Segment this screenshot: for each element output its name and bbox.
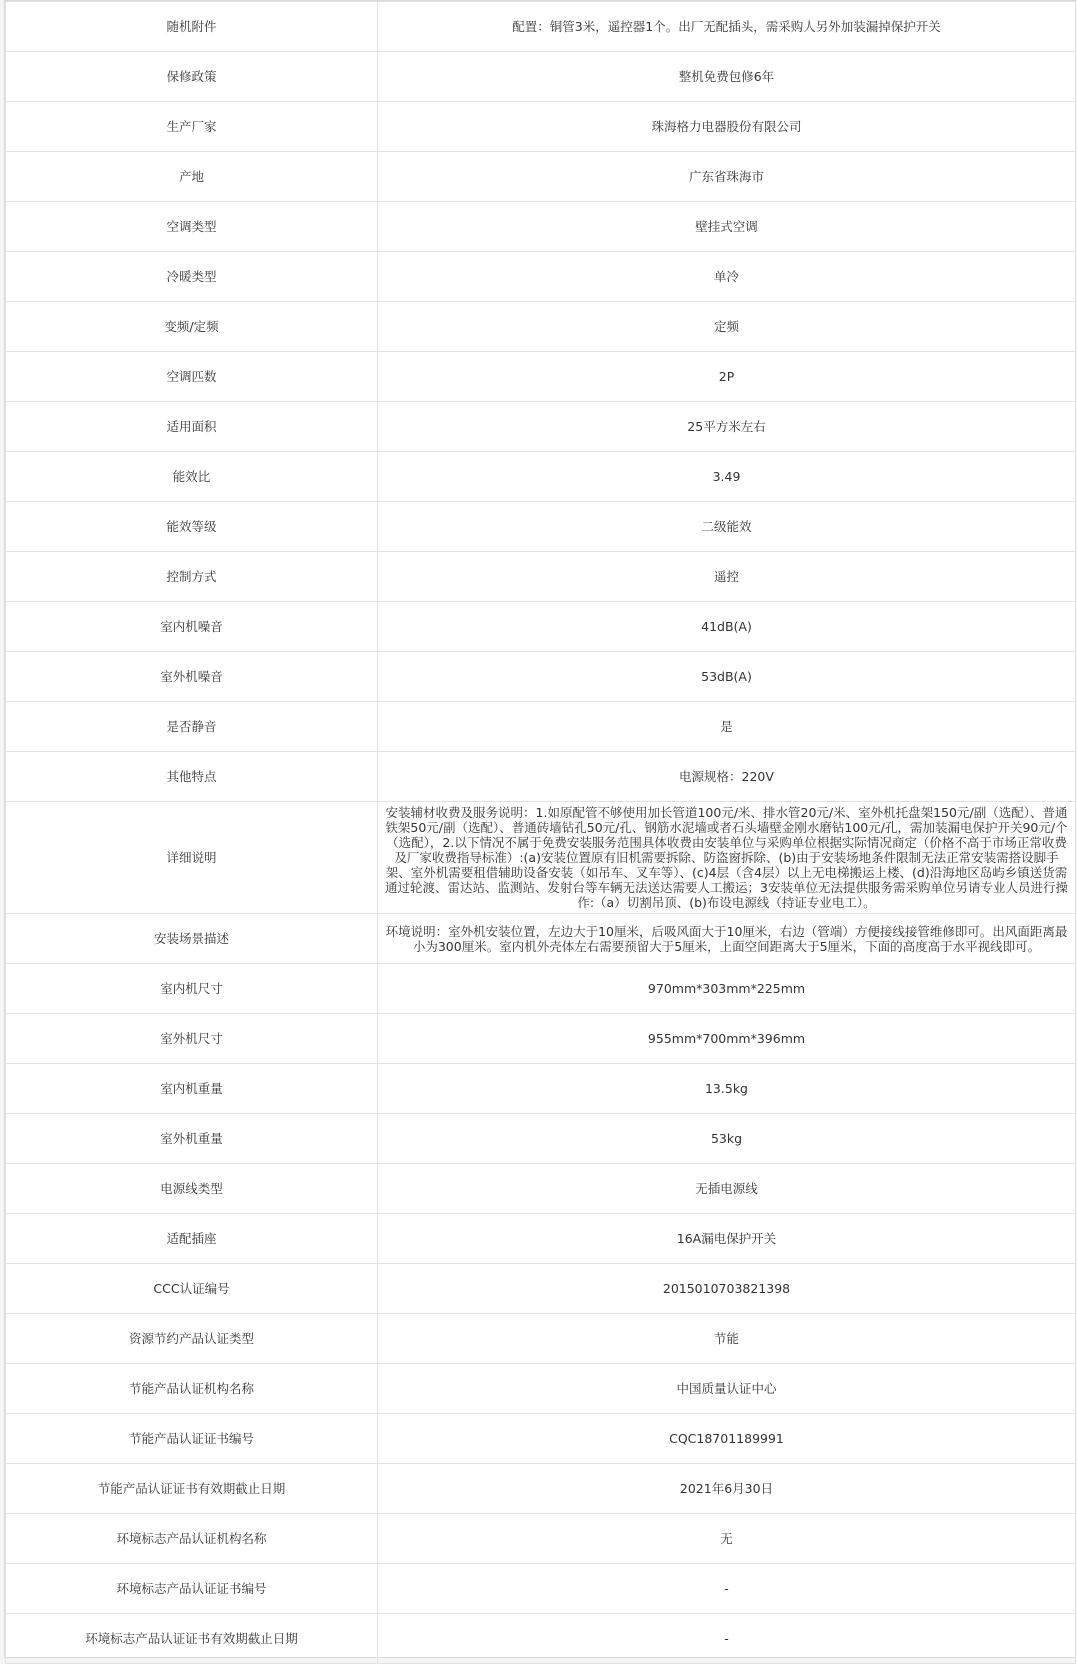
spec-label: 节能产品认证证书编号 [6, 1414, 378, 1464]
table-row [6, 302, 1076, 352]
spec-label: 节能产品认证证书有效期截止日期 [6, 1464, 378, 1514]
spec-value: 珠海格力电器股份有限公司 [378, 102, 1076, 152]
spec-value: 2021年6月30日 [378, 1464, 1076, 1514]
spec-value: 970mm*303mm*225mm [378, 964, 1076, 1014]
spec-label: 空调类型 [6, 202, 378, 252]
spec-value: 955mm*700mm*396mm [378, 1014, 1076, 1064]
table-row [6, 1264, 1076, 1314]
spec-label: 室内机重量 [6, 1064, 378, 1114]
spec-label: 适用面积 [6, 402, 378, 452]
table-row [6, 1414, 1076, 1464]
table-row [6, 352, 1076, 402]
spec-label: 适配插座 [6, 1214, 378, 1264]
spec-value: 是 [378, 702, 1076, 752]
table-row [6, 2, 1076, 52]
spec-value: 16A漏电保护开关 [378, 1214, 1076, 1264]
spec-table [5, 1, 1076, 1664]
table-row [6, 402, 1076, 452]
table-row [6, 1514, 1076, 1564]
spec-value: CQC18701189991 [378, 1414, 1076, 1464]
spec-label: 保修政策 [6, 52, 378, 102]
spec-value: 2P [378, 352, 1076, 402]
table-row [6, 1464, 1076, 1514]
spec-label: 冷暖类型 [6, 252, 378, 302]
table-row [6, 1564, 1076, 1614]
table-row [6, 502, 1076, 552]
table-row [6, 1014, 1076, 1064]
spec-value: 壁挂式空调 [378, 202, 1076, 252]
table-row [6, 652, 1076, 702]
table-row [6, 1364, 1076, 1414]
table-row [6, 102, 1076, 152]
spec-table-body [6, 2, 1076, 1664]
spec-label: 室外机噪音 [6, 652, 378, 702]
spec-value: 二级能效 [378, 502, 1076, 552]
table-row [6, 802, 1076, 914]
spec-label: 资源节约产品认证类型 [6, 1314, 378, 1364]
spec-value: 25平方米左右 [378, 402, 1076, 452]
table-row [6, 52, 1076, 102]
spec-label: 产地 [6, 152, 378, 202]
spec-label: 控制方式 [6, 552, 378, 602]
spec-label: 生产厂家 [6, 102, 378, 152]
spec-label: 室内机噪音 [6, 602, 378, 652]
spec-label: CCC认证编号 [6, 1264, 378, 1314]
spec-value: - [378, 1564, 1076, 1614]
spec-value: 41dB(A) [378, 602, 1076, 652]
spec-value: 单冷 [378, 252, 1076, 302]
spec-value: 整机免费包修6年 [378, 52, 1076, 102]
spec-value: 电源规格：220V [378, 752, 1076, 802]
table-row [6, 964, 1076, 1014]
spec-label: 能效等级 [6, 502, 378, 552]
table-row [6, 1164, 1076, 1214]
spec-label: 环境标志产品认证证书编号 [6, 1564, 378, 1614]
table-row [6, 602, 1076, 652]
spec-label: 随机附件 [6, 2, 378, 52]
spec-value: 53kg [378, 1114, 1076, 1164]
spec-label: 是否静音 [6, 702, 378, 752]
spec-label: 室内机尺寸 [6, 964, 378, 1014]
table-row [6, 914, 1076, 964]
spec-value: 2015010703821398 [378, 1264, 1076, 1314]
spec-label: 环境标志产品认证机构名称 [6, 1514, 378, 1564]
table-row [6, 702, 1076, 752]
table-row [6, 452, 1076, 502]
spec-value: 定频 [378, 302, 1076, 352]
table-row [6, 1614, 1076, 1664]
table-row [6, 202, 1076, 252]
spec-value: 无插电源线 [378, 1164, 1076, 1214]
spec-value: 3.49 [378, 452, 1076, 502]
spec-value: - [378, 1614, 1076, 1664]
spec-label: 能效比 [6, 452, 378, 502]
spec-label: 其他特点 [6, 752, 378, 802]
table-row [6, 1114, 1076, 1164]
table-row [6, 752, 1076, 802]
spec-value: 广东省珠海市 [378, 152, 1076, 202]
spec-label: 空调匹数 [6, 352, 378, 402]
table-row [6, 1214, 1076, 1264]
spec-label: 室外机重量 [6, 1114, 378, 1164]
spec-label: 室外机尺寸 [6, 1014, 378, 1064]
spec-value: 53dB(A) [378, 652, 1076, 702]
spec-value: 节能 [378, 1314, 1076, 1364]
spec-value: 中国质量认证中心 [378, 1364, 1076, 1414]
spec-table-frame [4, 0, 1076, 1658]
spec-label: 电源线类型 [6, 1164, 378, 1214]
spec-value: 遥控 [378, 552, 1076, 602]
table-row [6, 252, 1076, 302]
spec-label: 环境标志产品认证证书有效期截止日期 [6, 1614, 378, 1664]
spec-value: 13.5kg [378, 1064, 1076, 1114]
spec-label: 安装场景描述 [6, 914, 378, 964]
table-row [6, 1314, 1076, 1364]
spec-label: 详细说明 [6, 802, 378, 914]
spec-value: 环境说明：室外机安装位置，左边大于10厘米，后吸风面大于10厘米，右边（管端）方便接线接管维修即可。出风面距离最小为300厘米。室内机外壳体左右需要预留大于5厘米，上面空间距离大于5厘米，下面的高度高于水平视线即可。 [378, 914, 1076, 964]
table-row [6, 152, 1076, 202]
spec-value: 安装辅材收费及服务说明：1.如原配管不够使用加长管道100元/米、排水管20元/米、室外机托盘架150元/副（选配）、普通铁架50元/副（选配）、普通砖墙钻孔50元/孔、钢筋水泥墙或者石头墙壁金刚水磨钻100元/孔，需加装漏电保护开关90元/个（选配），2.以下情况不属于免费安装服务范围具体收费由安装单位与采购单位根据实际情况商定（价格不高于市场正常收费及厂家收费指导标准）:(a)安装位置原有旧机需要拆除、防盗窗拆除、(b)由于安装场地条件限制无法正常安装需搭设脚手架、室外机需要租借辅助设备安装（如吊车、叉车等）、(c)4层（含4层）以上无电梯搬运上楼、(d)沿海地区岛屿乡镇送货需通过轮渡、雷达站、监测站、发射台等车辆无法送达需要人工搬运；3安装单位无法提供服务需采购单位另请专业人员进行操作:（a）切割吊顶、(b)布设电源线（持证专业电工）。 [378, 802, 1076, 914]
table-row [6, 552, 1076, 602]
spec-value: 配置：铜管3米，遥控器1个。出厂无配插头，需采购人另外加装漏掉保护开关 [378, 2, 1076, 52]
table-row [6, 1064, 1076, 1114]
spec-value: 无 [378, 1514, 1076, 1564]
spec-label: 节能产品认证机构名称 [6, 1364, 378, 1414]
spec-label: 变频/定频 [6, 302, 378, 352]
